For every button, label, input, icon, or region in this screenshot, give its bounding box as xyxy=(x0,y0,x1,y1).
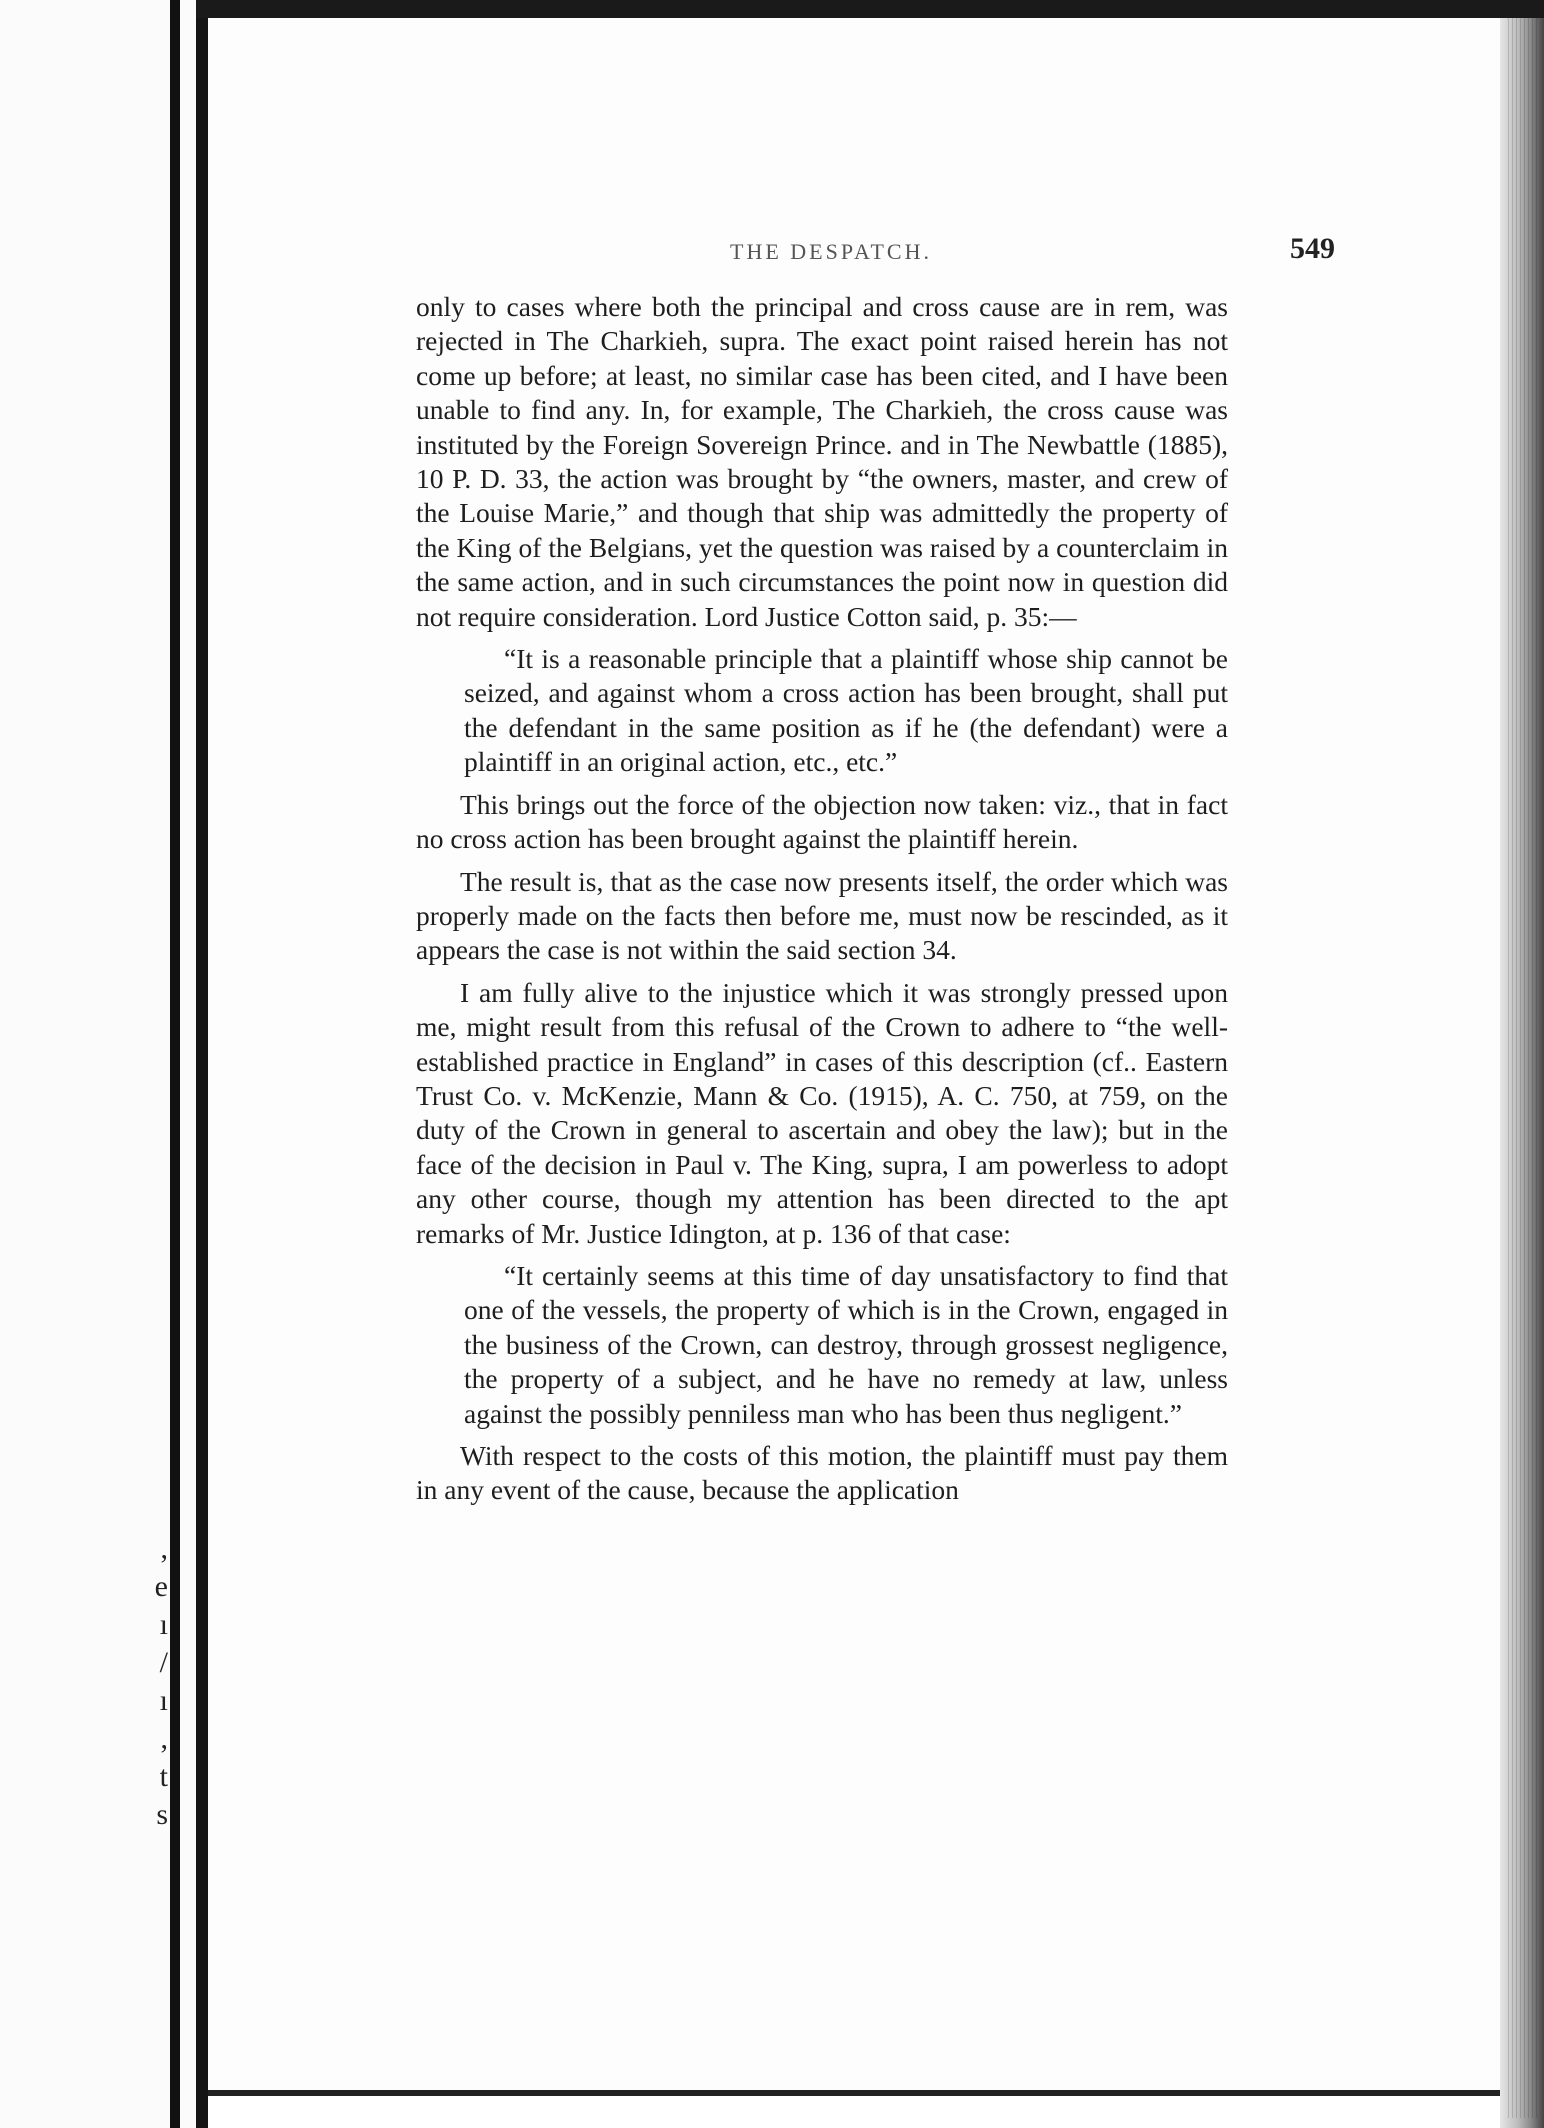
running-head: THE DESPATCH. xyxy=(730,239,932,264)
margin-fragment: e xyxy=(154,1570,168,1603)
paragraph: only to cases where both the principal and cross cause are in rem, was rejected in The Charkieh, supra. The exact point raised herein has not come up before; at least, no similar case has been cited, and I have been unable to find any. In, for example, The Charkieh, the cross cause was instituted by the Foreign Sovereign Prince. and in The Newbattle (1885), 10 P. D. 33, the action was brought by “the owners, master, and crew of the Louise Marie,” and though that ship was admittedly the property of the King of the Belgians, yet the question was raised by a counterclaim in the same action, and in such circumstances the point now in question did not require consideration. Lord Justice Cotton said, p. 35:— xyxy=(416,291,1228,632)
margin-fragment: s xyxy=(156,1798,168,1831)
margin-fragment: ı xyxy=(159,1684,168,1717)
facing-page-fragments xyxy=(146,1530,168,1834)
left-page-edge xyxy=(170,0,180,2128)
page-number: 549 xyxy=(1290,232,1335,265)
margin-fragment: , xyxy=(160,1722,168,1755)
paragraph: With respect to the costs of this motion, the plaintiff must pay them in any event of the cause, because the application xyxy=(416,1440,1228,1506)
margin-fragment: / xyxy=(159,1646,168,1679)
margin-fragment: ı xyxy=(159,1608,168,1641)
paragraph: This brings out the force of the objection now taken: viz., that in fact no cross action has been brought against the plaintiff herein. xyxy=(416,788,1228,855)
page-stack-lines xyxy=(1508,18,1538,2118)
paragraph: The result is, that as the case now presents itself, the order which was properly made on the facts then before me, must now be rescinded, as it appears the case is not within the said section 34. xyxy=(416,865,1228,966)
block-quote: “It is a reasonable principle that a plaintiff whose ship cannot be seized, and against whom a cross action has been brought, shall put the defendant in the same position as if he (the defendant) were a plaintiff in an original action, etc., etc.” xyxy=(464,643,1228,778)
body-text xyxy=(416,290,1228,1508)
margin-fragment: , xyxy=(160,1532,168,1565)
block-quote: “It certainly seems at this time of day unsatisfactory to find that one of the vessels, the property of which is in the Crown, engaged in the business of the Crown, can destroy, through grossest negligence, the property of a subject, and he have no remedy at law, unless against the possibly penniless man who has been thus negligent.” xyxy=(464,1259,1228,1429)
book-gutter xyxy=(196,18,208,2128)
margin-fragment: t xyxy=(159,1760,168,1793)
top-scan-edge xyxy=(0,0,1544,18)
paragraph: I am fully alive to the injustice which it was strongly pressed upon me, might result from this refusal of the Crown to adhere to “the well-established practice in England” in cases of this description (cf.. Eastern Trust Co. v. McKenzie, Mann & Co. (1915), A. C. 750, at 759, on the duty of the Crown in general to ascertain and obey the law); but in the face of the decision in Paul v. The King, supra, I am powerless to adopt any other course, though my attention has been directed to the apt remarks of Mr. Justice Idington, at p. 136 of that case: xyxy=(416,976,1228,1249)
